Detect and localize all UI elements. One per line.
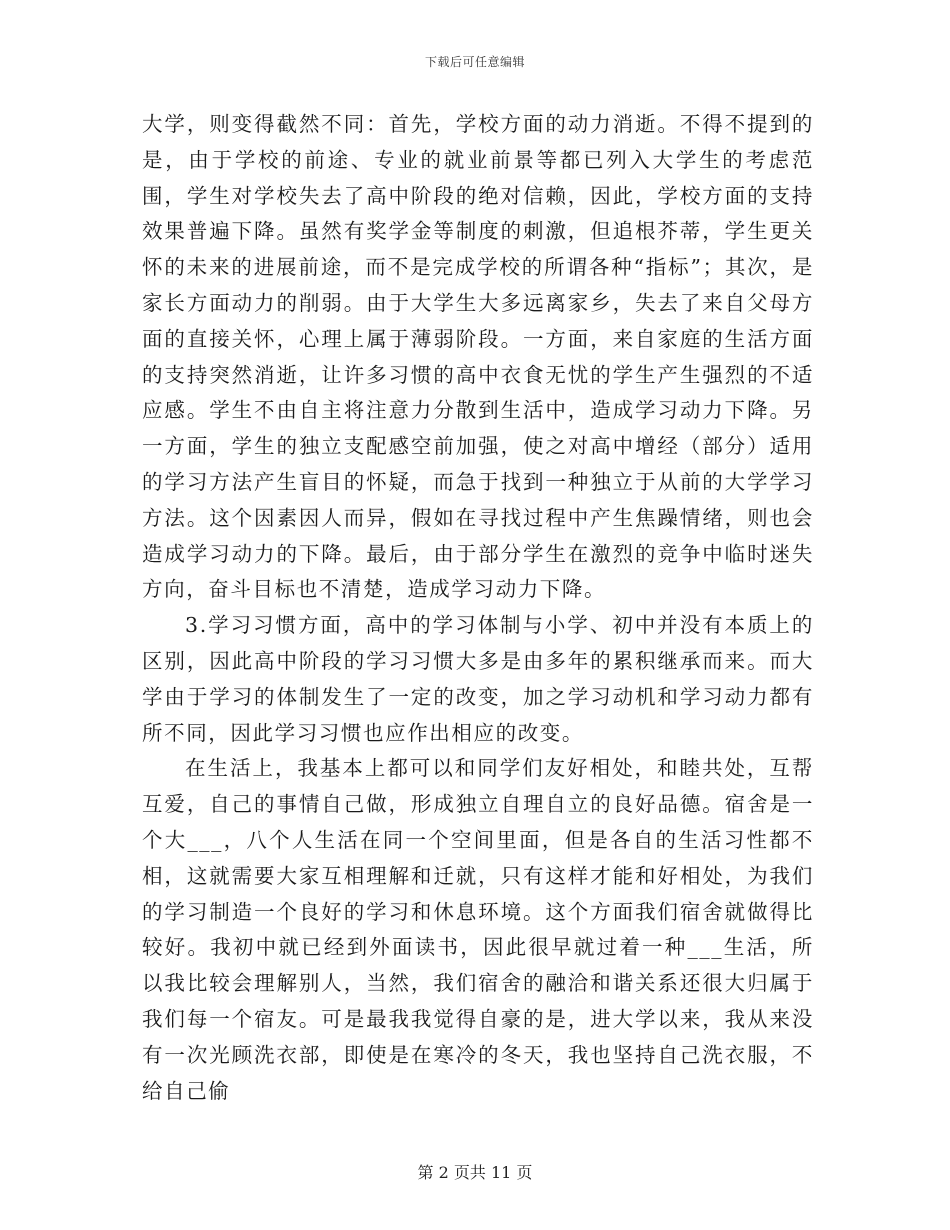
paragraph-2: 3.学习习惯方面，高中的学习体制与小学、初中并没有本质上的区别，因此高中阶段的学习习惯大多是由多年的累积继承而来。而大学由于学习的体制发生了一定的改变，加之学习动机和学习动力都有所不同，因此学习习惯也应作出相应的改变。	[142, 613, 814, 745]
page-number-footer: 第 2 页共 11 页	[417, 1163, 533, 1182]
paragraph-3: 在生活上，我基本上都可以和同学们友好相处，和睦共处，互帮互爱，自己的事情自己做，形成独立自理自立的良好品德。宿舍是一个大___，八个人生活在同一个空间里面，但是各自的生活习性都不相，这就需要大家互相理解和迁就，只有这样才能和好相处，为我们的学习制造一个良好的学习和休息环境。这个方面我们宿舍就做得比较好。我初中就已经到外面读书，因此很早就过着一种___生活，所以我比较会理解别人，当然，我们宿舍的融洽和谐关系还很大归属于我们每一个宿友。可是最我我觉得自豪的是，进大学以来，我从来没有一次光顾洗衣部，即使是在寒冷的冬天，我也坚持自己洗衣服，不给自己偷	[142, 756, 814, 1103]
paragraph-1: 大学，则变得截然不同：首先，学校方面的动力消逝。不得不提到的是，由于学校的前途、专业的就业前景等都已列入大学生的考虑范围，学生对学校失去了高中阶段的绝对信赖，因此，学校方面的支持效果普遍下降。虽然有奖学金等制度的刺激，但追根芥蒂，学生更关怀的未来的进展前途，而不是完成学校的所谓各种“指标”；其次，是家长方面动力的削弱。由于大学生大多远离家乡，失去了来自父母方面的直接关怀，心理上属于薄弱阶段。一方面，来自家庭的生活方面的支持突然消逝，让许多习惯的高中衣食无忧的学生产生强烈的不适应感。学生不由自主将注意力分散到生活中，造成学习动力下降。另一方面，学生的独立支配感空前加强，使之对高中增经（部分）适用的学习方法产生盲目的怀疑，而急于找到一种独立于从前的大学学习方法。这个因素因人而异，假如在寻找过程中产生焦躁情绪，则也会造成学习动力的下降。最后，由于部分学生在激烈的竞争中临时迷失方向，奋斗目标也不清楚，造成学习动力下降。	[142, 112, 814, 602]
page-header: 下载后可任意编辑	[424, 55, 525, 69]
document-body	[142, 107, 814, 1109]
